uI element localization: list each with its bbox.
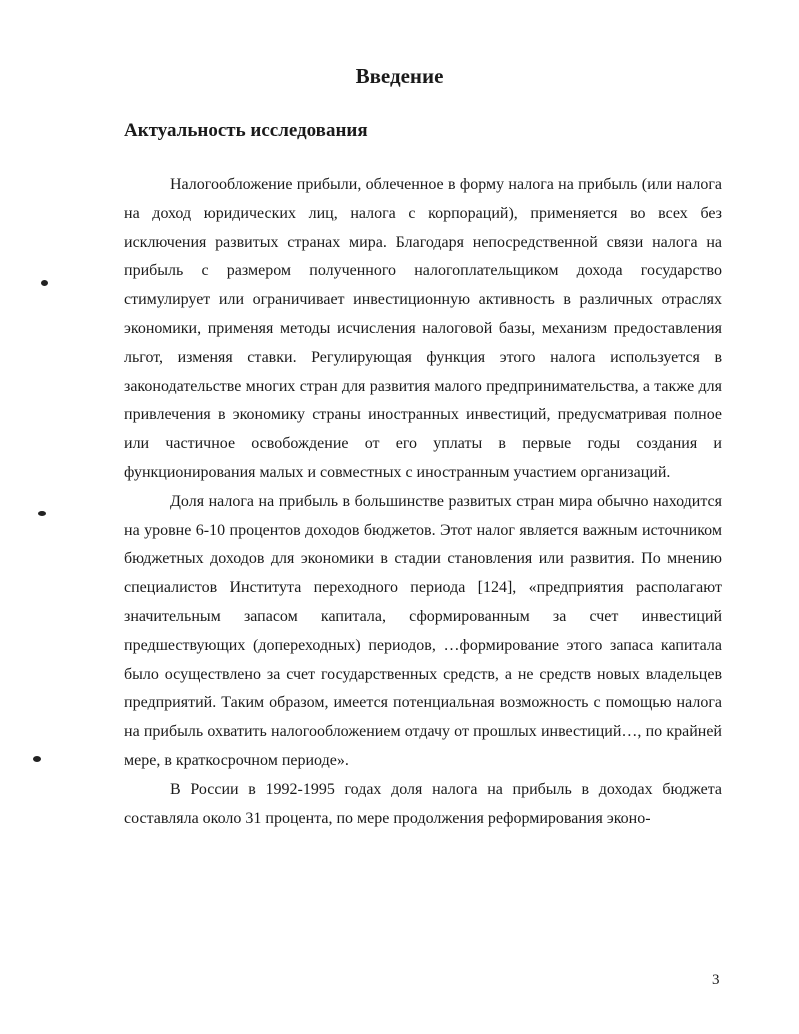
page-title: Введение — [355, 64, 444, 88]
scan-speck-1 — [41, 280, 48, 286]
scan-speck-2 — [38, 511, 46, 516]
paragraph-2: Доля налога на прибыль в большинстве развитых стран мира обычно находится на уровне 6-10 процентов доходов бюджетов. Этот налог является важным источником бюджетных доходов для экономики в стадии становления или развития. По мнению специалистов Института переходного периода [124], «предприятия располагают значительным запасом капитала, сформированным за счет инвестиций предшествующих (допереходных) периодов, …формирование этого запаса капитала было осуществлено за счет государственных средств, а не средств новых владельцев предприятий. Таким образом, имеется потенциальная возможность с помощью налога на прибыль охватить налогообложением отдачу от прошлых инвестиций…, по крайней мере, в краткосрочном периоде». — [124, 492, 722, 769]
section-subtitle: Актуальность исследования — [124, 120, 368, 141]
scan-speck-3 — [33, 756, 41, 762]
paragraph-1: Налогообложение прибыли, облеченное в форму налога на прибыль (или налога на доход юридических лиц, налога с корпораций), применяется во всех без исключения развитых странах мира. Благодаря непосредственной связи налога на прибыль с размером полученного налогоплательщиком дохода государство стимулирует или ограничивает инвестиционную активность в различных отраслях экономики, применяя методы исчисления налоговой базы, механизм предоставления льгот, изменяя ставки. Регулирующая функция этого налога используется в законодательстве многих стран для развития малого предпринимательства, а также для привлечения в экономику страны иностранных инвестиций, предусматривая полное или частичное освобождение от его уплаты в первые годы создания и функционирования малых и совместных с иностранным участием организаций. — [124, 176, 722, 481]
body-text — [124, 171, 722, 833]
page-number: 3 — [712, 972, 720, 988]
paragraph-3: В России в 1992-1995 годах доля налога на прибыль в доходах бюджета составляла около 31 процента, по мере продолжения реформирования эконо- — [124, 780, 722, 827]
